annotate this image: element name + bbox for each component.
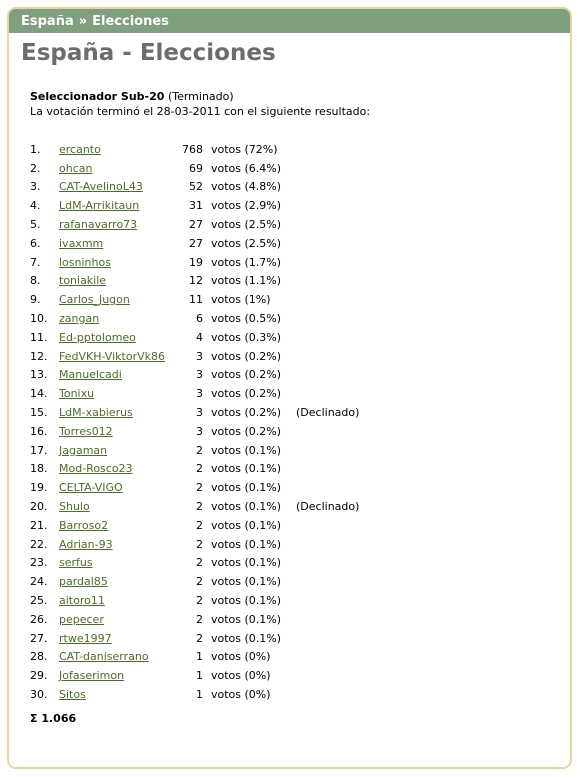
- result-user-cell: [59, 629, 167, 648]
- result-user-cell: [59, 253, 167, 272]
- result-rank: 8.: [30, 274, 41, 288]
- result-note: [296, 610, 359, 629]
- result-row: [30, 610, 359, 629]
- result-user-link[interactable]: Tonixu: [59, 387, 95, 401]
- result-user-cell: [59, 403, 167, 422]
- result-percentage: votos (0%): [211, 688, 271, 701]
- result-rank: 18.: [30, 462, 48, 476]
- result-row: [30, 159, 359, 178]
- result-user-cell: [59, 554, 167, 573]
- result-percentage: votos (0%): [211, 650, 271, 664]
- result-count: 4: [196, 330, 203, 344]
- result-row: [30, 366, 359, 385]
- result-user-cell: [59, 666, 167, 685]
- result-user-cell: [59, 366, 167, 385]
- breadcrumb-section: Elecciones: [92, 13, 169, 29]
- result-rank: 22.: [30, 537, 48, 551]
- result-note: (Declinado): [296, 500, 360, 514]
- result-note: [296, 629, 359, 648]
- result-note: [296, 441, 359, 460]
- result-rank: 14.: [30, 387, 48, 401]
- result-count: 2: [196, 612, 203, 626]
- result-user-cell: [59, 309, 167, 328]
- result-user-cell: [59, 572, 167, 591]
- poll-name: Seleccionador Sub-20: [30, 90, 165, 103]
- result-count: 768: [182, 142, 203, 156]
- result-rank: 27.: [30, 631, 48, 645]
- result-count: 2: [196, 500, 203, 514]
- result-row: [30, 403, 359, 422]
- result-row: [30, 196, 359, 215]
- results-table: [30, 140, 359, 704]
- result-rank: 23.: [30, 556, 48, 570]
- result-note: [296, 478, 359, 497]
- result-percentage: votos (2.9%): [211, 199, 282, 213]
- result-percentage: votos (0.1%): [211, 537, 282, 551]
- result-note: [296, 234, 359, 253]
- result-user-link[interactable]: zangan: [59, 312, 100, 326]
- result-note: [296, 253, 359, 272]
- result-user-cell: [59, 215, 167, 234]
- result-percentage: votos (0.1%): [211, 612, 282, 626]
- result-percentage: votos (0.1%): [211, 594, 282, 608]
- result-count: 1: [196, 688, 203, 701]
- result-row: [30, 290, 359, 309]
- result-user-link[interactable]: CAT-daniserrano: [59, 650, 149, 664]
- result-row: [30, 422, 359, 441]
- result-count: 2: [196, 443, 203, 457]
- result-user-link[interactable]: Carlos_Jugon: [59, 293, 130, 307]
- result-rank: 12.: [30, 349, 48, 363]
- result-count: 11: [189, 293, 203, 307]
- result-rank: 10.: [30, 312, 48, 326]
- page-title: España - Elecciones: [21, 40, 276, 66]
- result-note: [296, 215, 359, 234]
- poll-status: (Terminado): [167, 90, 234, 103]
- result-note: [296, 535, 359, 554]
- result-user-link[interactable]: Jagaman: [59, 443, 108, 457]
- result-note: [296, 347, 359, 366]
- result-row: [30, 441, 359, 460]
- result-user-cell: [59, 140, 167, 159]
- result-note: [296, 178, 359, 197]
- result-rank: 5.: [30, 218, 41, 232]
- result-note: [296, 685, 359, 704]
- result-user-cell: [59, 422, 167, 441]
- result-count: 69: [189, 161, 203, 175]
- result-note: [296, 460, 359, 479]
- result-percentage: votos (2.5%): [211, 218, 282, 232]
- result-row: [30, 572, 359, 591]
- result-rank: 15.: [30, 406, 48, 420]
- result-count: 1: [196, 650, 203, 664]
- result-row: [30, 516, 359, 535]
- breadcrumb-country[interactable]: España: [21, 13, 74, 29]
- result-percentage: votos (2.5%): [211, 236, 282, 250]
- result-row: [30, 253, 359, 272]
- result-user-link[interactable]: LdM-xabierus: [59, 406, 133, 420]
- result-note: [296, 554, 359, 573]
- result-count: 2: [196, 518, 203, 532]
- result-percentage: votos (0.3%): [211, 330, 282, 344]
- result-note: [296, 572, 359, 591]
- result-user-link[interactable]: rafanavarro73: [59, 218, 138, 232]
- result-row: [30, 328, 359, 347]
- result-user-link[interactable]: pardal85: [59, 575, 108, 589]
- result-note: [296, 196, 359, 215]
- result-rank: 24.: [30, 575, 48, 589]
- result-user-link[interactable]: Manuelcadi: [59, 368, 122, 382]
- result-user-cell: [59, 610, 167, 629]
- result-note: [296, 309, 359, 328]
- result-user-link[interactable]: ohcan: [59, 161, 93, 175]
- result-rank: 16.: [30, 424, 48, 438]
- result-count: 3: [196, 368, 203, 382]
- result-rank: 7.: [30, 255, 41, 269]
- result-count: 6: [196, 312, 203, 326]
- result-count: 2: [196, 462, 203, 476]
- result-note: [296, 272, 359, 291]
- result-user-link[interactable]: Barroso2: [59, 518, 109, 532]
- result-count: 3: [196, 424, 203, 438]
- result-rank: 21.: [30, 518, 48, 532]
- result-user-link[interactable]: aitoro11: [59, 594, 105, 608]
- result-user-cell: [59, 347, 167, 366]
- result-note: [296, 591, 359, 610]
- result-user-cell: [59, 460, 167, 479]
- result-user-link[interactable]: CELTA-VIGO: [59, 481, 123, 495]
- result-user-cell: [59, 516, 167, 535]
- result-row: [30, 478, 359, 497]
- result-percentage: votos (0.2%): [211, 349, 282, 363]
- result-note: (Declinado): [296, 406, 360, 420]
- result-user-cell: [59, 648, 167, 667]
- total-votes: Σ 1.066: [30, 712, 77, 725]
- result-percentage: votos (6.4%): [211, 161, 282, 175]
- poll-info: [30, 89, 370, 119]
- result-user-link[interactable]: Sitos: [59, 688, 86, 701]
- result-user-link[interactable]: Jofaserimon: [59, 669, 125, 683]
- result-percentage: votos (0.1%): [211, 556, 282, 570]
- result-rank: 26.: [30, 612, 48, 626]
- result-percentage: votos (0.2%): [211, 387, 282, 401]
- result-row: [30, 629, 359, 648]
- result-note: [296, 140, 359, 159]
- result-rank: 28.: [30, 650, 48, 664]
- result-user-link[interactable]: FedVKH-ViktorVk86: [59, 349, 165, 363]
- result-rank: 2.: [30, 161, 41, 175]
- result-user-link[interactable]: Adrian-93: [59, 537, 113, 551]
- result-percentage: votos (0.1%): [211, 575, 282, 589]
- result-rank: 11.: [30, 330, 48, 344]
- result-note: [296, 328, 359, 347]
- result-user-cell: [59, 178, 167, 197]
- poll-result-text: La votación terminó el 28-03-2011 con el siguiente resultado:: [30, 105, 371, 118]
- result-user-link[interactable]: serfus: [59, 556, 93, 570]
- result-row: [30, 554, 359, 573]
- result-rank: 20.: [30, 500, 48, 514]
- result-count: 2: [196, 556, 203, 570]
- result-user-link[interactable]: losninhos: [59, 255, 111, 269]
- result-count: 3: [196, 349, 203, 363]
- result-percentage: votos (0.1%): [211, 500, 282, 514]
- result-user-link[interactable]: toniakile: [59, 274, 107, 288]
- result-count: 2: [196, 594, 203, 608]
- result-row: [30, 234, 359, 253]
- result-count: 2: [196, 537, 203, 551]
- result-count: 3: [196, 406, 203, 420]
- result-user-cell: [59, 159, 167, 178]
- result-user-cell: [59, 685, 167, 704]
- result-count: 2: [196, 631, 203, 645]
- result-user-link[interactable]: Ed-pptolomeo: [59, 330, 136, 344]
- result-row: [30, 309, 359, 328]
- result-percentage: votos (0.1%): [211, 481, 282, 495]
- result-rank: 17.: [30, 443, 48, 457]
- result-count: 27: [189, 218, 203, 232]
- result-user-link[interactable]: Shulo: [59, 500, 90, 514]
- result-user-link[interactable]: Mod-Rosco23: [59, 462, 133, 476]
- result-percentage: votos (0.2%): [211, 406, 282, 420]
- result-note: [296, 159, 359, 178]
- result-percentage: votos (0.1%): [211, 462, 282, 476]
- result-user-link[interactable]: rtwe1997: [59, 631, 112, 645]
- result-row: [30, 535, 359, 554]
- result-percentage: votos (0.1%): [211, 631, 282, 645]
- result-note: [296, 384, 359, 403]
- result-user-cell: [59, 441, 167, 460]
- result-row: [30, 666, 359, 685]
- result-note: [296, 366, 359, 385]
- result-user-cell: [59, 497, 167, 516]
- result-row: [30, 215, 359, 234]
- result-user-cell: [59, 290, 167, 309]
- result-row: [30, 384, 359, 403]
- result-user-cell: [59, 478, 167, 497]
- result-rank: 30.: [30, 688, 48, 701]
- result-count: 52: [189, 180, 203, 194]
- result-rank: 6.: [30, 236, 41, 250]
- result-row: [30, 460, 359, 479]
- result-percentage: votos (1.7%): [211, 255, 282, 269]
- result-percentage: votos (0.2%): [211, 368, 282, 382]
- result-user-link[interactable]: ivaxmm: [59, 236, 104, 250]
- result-percentage: votos (72%): [211, 142, 278, 156]
- result-percentage: votos (0%): [211, 669, 271, 683]
- result-user-cell: [59, 384, 167, 403]
- result-user-link[interactable]: Torres012: [59, 424, 113, 438]
- result-percentage: votos (4.8%): [211, 180, 282, 194]
- result-rank: 1.: [30, 142, 41, 156]
- result-count: 1: [196, 669, 203, 683]
- result-user-cell: [59, 591, 167, 610]
- result-count: 3: [196, 387, 203, 401]
- result-note: [296, 516, 359, 535]
- result-row: [30, 648, 359, 667]
- result-row: [30, 591, 359, 610]
- result-user-cell: [59, 272, 167, 291]
- breadcrumb-separator: »: [78, 13, 88, 29]
- result-count: 2: [196, 575, 203, 589]
- result-row: [30, 497, 359, 516]
- result-user-link[interactable]: ercanto: [59, 142, 101, 156]
- result-count: 2: [196, 481, 203, 495]
- result-rank: 13.: [30, 368, 48, 382]
- result-percentage: votos (0.1%): [211, 518, 282, 532]
- result-note: [296, 290, 359, 309]
- result-count: 31: [189, 199, 203, 213]
- result-percentage: votos (1%): [211, 293, 271, 307]
- result-note: [296, 422, 359, 441]
- result-note: [296, 648, 359, 667]
- result-user-cell: [59, 328, 167, 347]
- result-count: 27: [189, 236, 203, 250]
- result-user-cell: [59, 535, 167, 554]
- result-note: [296, 666, 359, 685]
- result-rank: 3.: [30, 180, 41, 194]
- result-row: [30, 272, 359, 291]
- result-percentage: votos (0.5%): [211, 312, 282, 326]
- result-percentage: votos (0.1%): [211, 443, 282, 457]
- result-user-cell: [59, 234, 167, 253]
- result-row: [30, 178, 359, 197]
- result-rank: 29.: [30, 669, 48, 683]
- result-rank: 4.: [30, 199, 41, 213]
- result-row: [30, 685, 359, 704]
- result-percentage: votos (1.1%): [211, 274, 282, 288]
- result-count: 19: [189, 255, 203, 269]
- result-user-link[interactable]: LdM-Arrikitaun: [59, 199, 140, 213]
- result-rank: 19.: [30, 481, 48, 495]
- result-rank: 9.: [30, 293, 41, 307]
- result-user-link[interactable]: CAT-AvelinoL43: [59, 180, 143, 194]
- result-rank: 25.: [30, 594, 48, 608]
- result-row: [30, 347, 359, 366]
- result-user-link[interactable]: pepecer: [59, 612, 104, 626]
- result-count: 12: [189, 274, 203, 288]
- result-user-cell: [59, 196, 167, 215]
- result-row: [30, 140, 359, 159]
- result-percentage: votos (0.2%): [211, 424, 282, 438]
- breadcrumb: [9, 9, 570, 33]
